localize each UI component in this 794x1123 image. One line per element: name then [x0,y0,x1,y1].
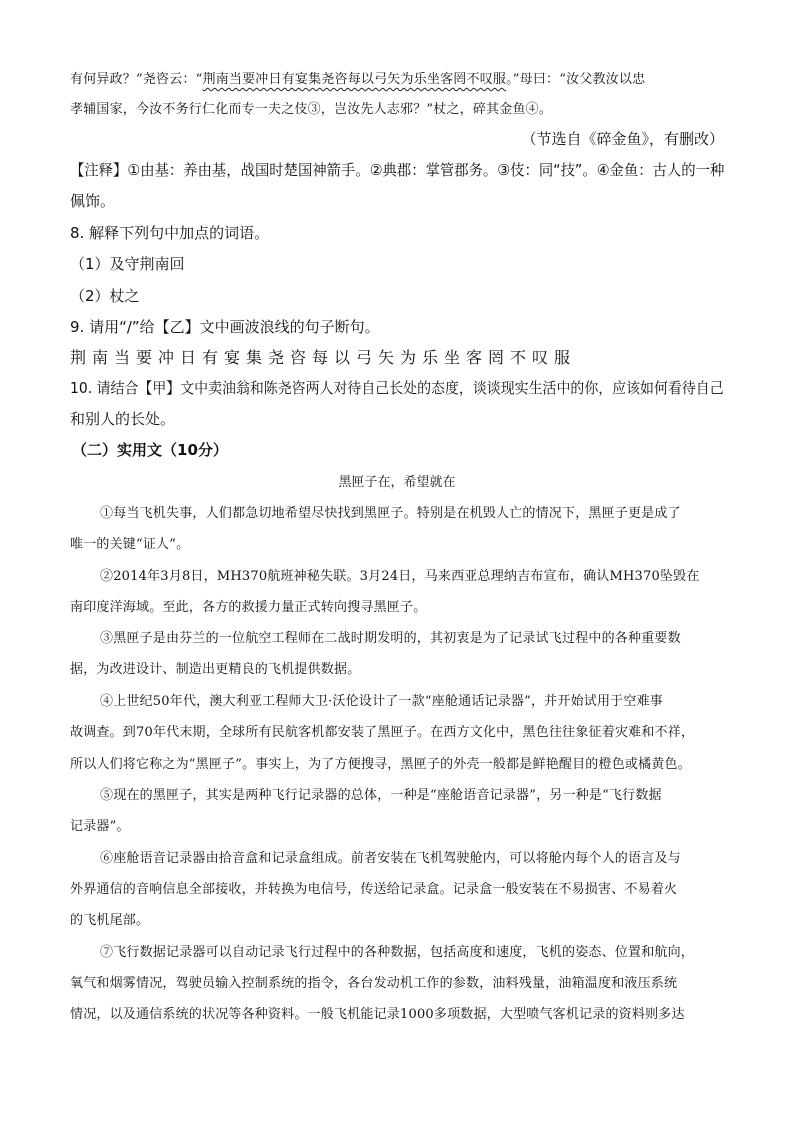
article-p4-line-1: ④上世纪50年代，澳大利亚工程师大卫·沃伦设计了一款“座舱通话记录器”，并开始试用于空难事 [100,694,663,709]
classical-text: 有何异政？”尧咨云：“ [70,72,203,87]
article-p5-line-2: 记录器”。 [70,819,130,834]
question-8: 8. 解释下列句中加点的词语。 [70,224,270,242]
classical-text: 。”母曰：“汝父教汝以忠 [506,72,646,87]
article-p4-line-2: 故调查。到70年代末期，全球所有民航客机都安装了黑匣子。在西方文化中，黑色往往象征着灾难和不祥， [70,725,695,740]
section-heading: （二）实用文（10分） [72,441,228,459]
question-8-1: （1）及守荆南回 [70,255,185,273]
article-p2-line-2: 南印度洋海域。至此，各方的救援力量正式转向搜寻黑匣子。 [70,600,427,615]
article-p7-line-3: 情况，以及通信系统的状况等各种资料。一般飞机能记录1000多项数据，大型喷气客机记录的资料则多达 [70,1007,685,1022]
article-p7-line-2: 氧气和烟雾情况，驾驶员输入控制系统的指令，各台发动机工作的参数，油料残量，油箱温度和液压系统 [70,976,678,991]
question-9-sentence: 荆南当要冲日有宴集尧咨每以弓矢为乐坐客罔不叹服 [70,348,577,367]
article-p3-line-1: ③黑匣子是由芬兰的一位航空工程师在二战时期发明的，其初衷是为了记录试飞过程中的各种重要数 [100,631,681,646]
classical-line-2: 孝辅国家，今汝不务行仁化而专一夫之伎③，岂汝先人志邪？”杖之，碎其金鱼④。 [70,102,553,117]
article-p5-line-1: ⑤现在的黑匣子，其实是两种飞行记录器的总体，一种是“座舱语音记录器”，另一种是“飞行数据 [100,788,662,803]
notes-line-2: 佩饰。 [70,192,116,210]
wavy-underlined-sentence: 荆南当要冲日有宴集尧咨每以弓矢为乐坐客罔不叹服 [202,72,507,87]
article-p3-line-2: 据，为改进设计、制造出更精良的飞机提供数据。 [70,662,361,677]
article-p1-line-1: ①每当飞机失事，人们都急切地希望尽快找到黑匣子。特别是在机毁人亡的情况下，黑匣子更是成了 [100,506,681,521]
article-p6-line-3: 的飞机尾部。 [70,913,150,928]
question-10-line-2: 和别人的长处。 [70,410,176,428]
article-p2-line-1: ②2014年3月8日，MH370航班神秘失联。3月24日，马来西亚总理纳吉布宣布，确认MH370坠毁在 [100,569,700,584]
article-p1-line-2: 唯一的关键“证人”。 [70,537,190,552]
question-9: 9. 请用“/”给【乙】文中画波浪线的句子断句。 [70,318,380,336]
source-citation: （节选自《碎金鱼》，有删改） [521,130,724,148]
question-10-line-1: 10. 请结合【甲】文中卖油翁和陈尧咨两人对待自己长处的态度，谈谈现实生活中的你，应该如何看待自己 [70,379,724,397]
classical-line-1 [70,73,645,86]
article-p4-line-3: 所以人们将它称之为“黑匣子”。事实上，为了方便搜寻，黑匣子的外壳一般都是鲜艳醒目的橙色或橘黄色。 [70,757,691,772]
notes-line-1: 【注释】①由基：养由基，战国时楚国神箭手。②典郡：掌管郡务。③伎：同“技”。④金鱼：古人的一种 [70,161,725,179]
article-p6-line-1: ⑥座舱语音记录器由拾音盒和记录盒组成。前者安装在飞机驾驶舱内，可以将舱内每个人的语言及与 [100,851,681,866]
question-8-2: （2）杖之 [70,287,140,305]
article-p6-line-2: 外界通信的音响信息全部接收，并转换为电信号，传送给记录盒。记录盒一般安装在不易损害、不易着火 [70,882,678,897]
article-p7-line-1: ⑦飞行数据记录器可以自动记录飞行过程中的各种数据，包括高度和速度，飞机的姿态、位置和航向， [100,945,695,960]
article-title: 黑匣子在，希望就在 [338,475,456,490]
